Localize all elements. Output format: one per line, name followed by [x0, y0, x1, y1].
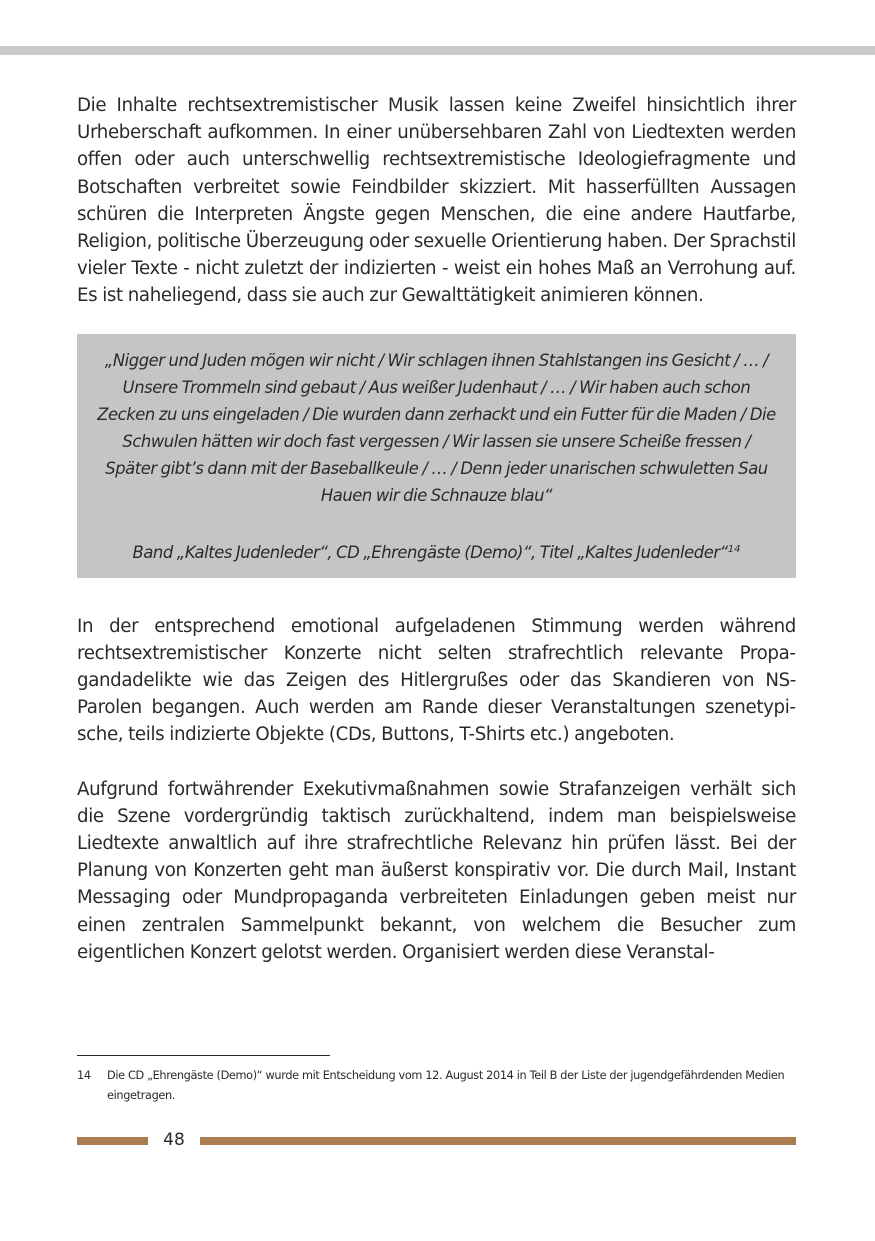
quote-source-line: [97, 536, 776, 566]
footer-bar-right: [200, 1137, 796, 1145]
top-rule: [0, 46, 875, 55]
quote-text: „Nigger und Juden mögen wir nicht / Wir schlagen ihnen Stahlstangen ins Gesicht / … / Unsere Trommeln sind gebaut / Aus weißer Judenhaut / … / Wir haben auch schon Zecken zu uns eingeladen / Die wurden dann zerhackt und ein Futter für die Maden / Die Schwulen hätten wir doch fast vergessen / Wir lassen sie unsere Scheiße fressen / Später gibt’s dann mit der Baseballkeule / … / Denn jeder unarischen schwuletten Sau Hauen wir die Schnauze blau“: [97, 350, 776, 505]
quote-source: Band „Kaltes Judenleder“, CD „Ehrengäste (Demo)“, Titel „Kaltes Judenleder“: [132, 542, 728, 562]
footnote: [77, 1066, 802, 1106]
footnote-reference: 14: [727, 543, 741, 555]
footer-bar-left: [77, 1137, 148, 1145]
paragraph-3: Aufgrund fortwährender Exekutivmaßnahmen sowie Strafanzeigen verhält sich die Szene vordergründig taktisch zurückhaltend, indem man beispielsweise Liedtexte anwaltlich auf ihre strafrechtliche Relevanz hin prüfen lässt. Bei der Planung von Konzerten geht man äußerst konspirativ vor. Die durch Mail, Instant Messaging oder Mundpropaganda verbreiteten Einladungen geben meist nur einen zentralen Sammelpunkt bekannt, von welchem die Besucher zum eigentlichen Konzert gelotst werden. Organisiert werden diese Veranstal-: [77, 778, 796, 963]
paragraph-1: Die Inhalte rechtsextremistischer Musik lassen keine Zweifel hinsichtlich ihrer Urheberschaft aufkommen. In einer unübersehbaren Zahl von Liedtexten werden offen oder auch unterschwellig rechtsextremistische Ideologiefragmente und Botschaften verbreitet sowie Feindbilder skizziert. Mit hasserfüllten Aussagen schüren die Interpreten Ängste gegen Menschen, die eine andere Hautfarbe, Religion, politische Überzeugung oder sexuelle Orientierung haben. Der Sprachstil vieler Texte - nicht zuletzt der indizierten - weist ein hohes Maß an Verrohung auf. Es ist naheliegend, dass sie auch zur Gewalttätigkeit animieren können.: [77, 95, 796, 307]
lyrics-quote-box: [77, 334, 796, 578]
footnote-number: 14: [77, 1069, 91, 1082]
footnote-text: Die CD „Ehrengäste (Demo)“ wurde mit Entscheidung vom 12. August 2014 in Teil B der Liste der jugendgefährdenden Medien eingetragen.: [107, 1069, 785, 1102]
page-number: 48: [163, 1130, 185, 1150]
footnote-divider: [77, 1055, 330, 1056]
main-content: [77, 92, 796, 966]
paragraph-2: In der entsprechend emotional aufgeladenen Stimmung werden während rechtsextremistischer Konzerte nicht selten strafrechtlich relevante Propagandadelikte wie das Zeigen des Hitlergrußes oder das Skandieren von NS-Parolen begangen. Auch werden am Rande dieser Veranstaltungen szenetypische, teils indizierte Objekte (CDs, Buttons, T-Shirts etc.) angeboten.: [77, 615, 796, 746]
